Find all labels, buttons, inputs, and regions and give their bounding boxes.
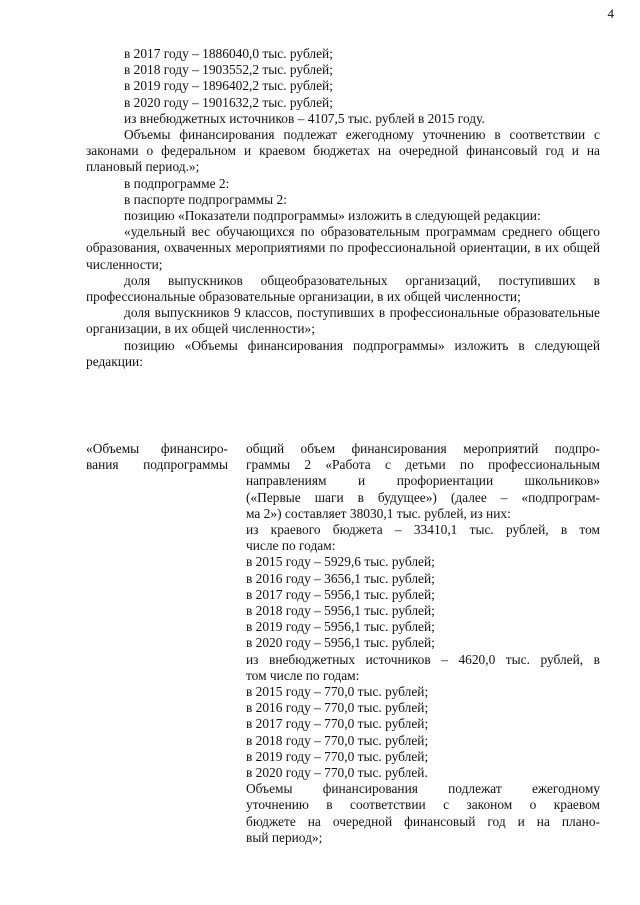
financing-table [86,441,600,846]
table-right-line: Объемы финансирования подлежат ежегодному [246,781,600,797]
paragraph: в подпрограмме 2: [124,175,230,191]
paragraph: Объемы финансирования подлежат ежегодному уточнению в соответствии с законами о федеральном и краевом бюджетах на очередной финансовый год и на плановый период.»; [86,127,600,175]
table-right-line: («Первые шаги в будущее») (далее – «подпрограм- [246,489,600,505]
table-right-line: том числе по годам: [246,667,360,683]
table-right-line: в 2019 году – 770,0 тыс. рублей; [246,748,429,764]
paragraph: доля выпускников 9 классов, поступивших в профессиональные образовательные организации, в их общей численности»; [86,305,600,337]
table-right-line: в 2020 году – 770,0 тыс. рублей. [246,765,428,781]
table-right-line: в 2018 году – 770,0 тыс. рублей; [246,732,429,748]
paragraph: доля выпускников общеобразовательных организаций, поступивших в профессиональные образовательные организации, в их общей численности; [86,272,600,305]
page-number: 4 [607,6,614,21]
table-right-line: уточнению в соответствии с законом о краевом [246,797,600,813]
table-right-line: бюджете на очередной финансовый год и на плано- [246,813,600,829]
table-right-line: из краевого бюджета – 33410,1 тыс. рублей, в том [246,522,600,538]
paragraph: позицию «Объемы финансирования подпрограммы» изложить в следующей редакции: [86,337,600,369]
paragraph: в 2017 году – 1886040,0 тыс. рублей; [124,46,333,61]
table-right-line: ма 2») составляет 38030,1 тыс. рублей, из них: [246,505,511,521]
table-right-line: направлениям и профориентации школьников» [246,473,600,489]
table-left-line: «Объемы финансиро- [86,441,228,456]
paragraph: в 2018 году – 1903552,2 тыс. рублей; [124,62,333,78]
table-right-line: в 2015 году – 5929,6 тыс. рублей; [246,554,435,570]
table-right-column [236,441,600,846]
table-right-line: вый период»; [246,829,323,845]
paragraph: «удельный вес обучающихся по образовательным программам среднего общего образования, охваченных мероприятиями по профессиональной ориентации, в их общей численности; [86,224,600,272]
paragraph: из внебюджетных источников – 4107,5 тыс. рублей в 2015 году. [124,110,485,126]
paragraph: позицию «Показатели подпрограммы» изложить в следующей редакции: [124,208,541,224]
table-left-line: вания подпрограммы [86,457,228,473]
paragraph: в 2019 году – 1896402,2 тыс. рублей; [124,78,333,94]
paragraph: в 2020 году – 1901632,2 тыс. рублей; [124,94,333,110]
table-right-line: в 2017 году – 770,0 тыс. рублей; [246,716,429,732]
paragraph: в паспорте подпрограммы 2: [124,191,287,207]
table-right-line: граммы 2 «Работа с детьми по профессиональным [246,457,600,473]
table-right-line: в 2016 году – 3656,1 тыс. рублей; [246,570,435,586]
table-right-line: в 2016 году – 770,0 тыс. рублей; [246,700,429,716]
table-right-line: в 2020 году – 5956,1 тыс. рублей; [246,635,435,651]
table-right-line: из внебюджетных источников – 4620,0 тыс. рублей, в [246,651,600,667]
table-right-line: в 2017 году – 5956,1 тыс. рублей; [246,586,435,602]
table-right-line: в 2018 году – 5956,1 тыс. рублей; [246,603,435,619]
table-right-line: числе по годам: [246,538,336,554]
table-left-column [86,441,236,846]
table-right-line: в 2019 году – 5956,1 тыс. рублей; [246,619,435,635]
body-text [86,46,600,370]
table-right-line: в 2015 году – 770,0 тыс. рублей; [246,684,429,700]
table-right-line: общий объем финансирования мероприятий подпро- [246,441,600,456]
